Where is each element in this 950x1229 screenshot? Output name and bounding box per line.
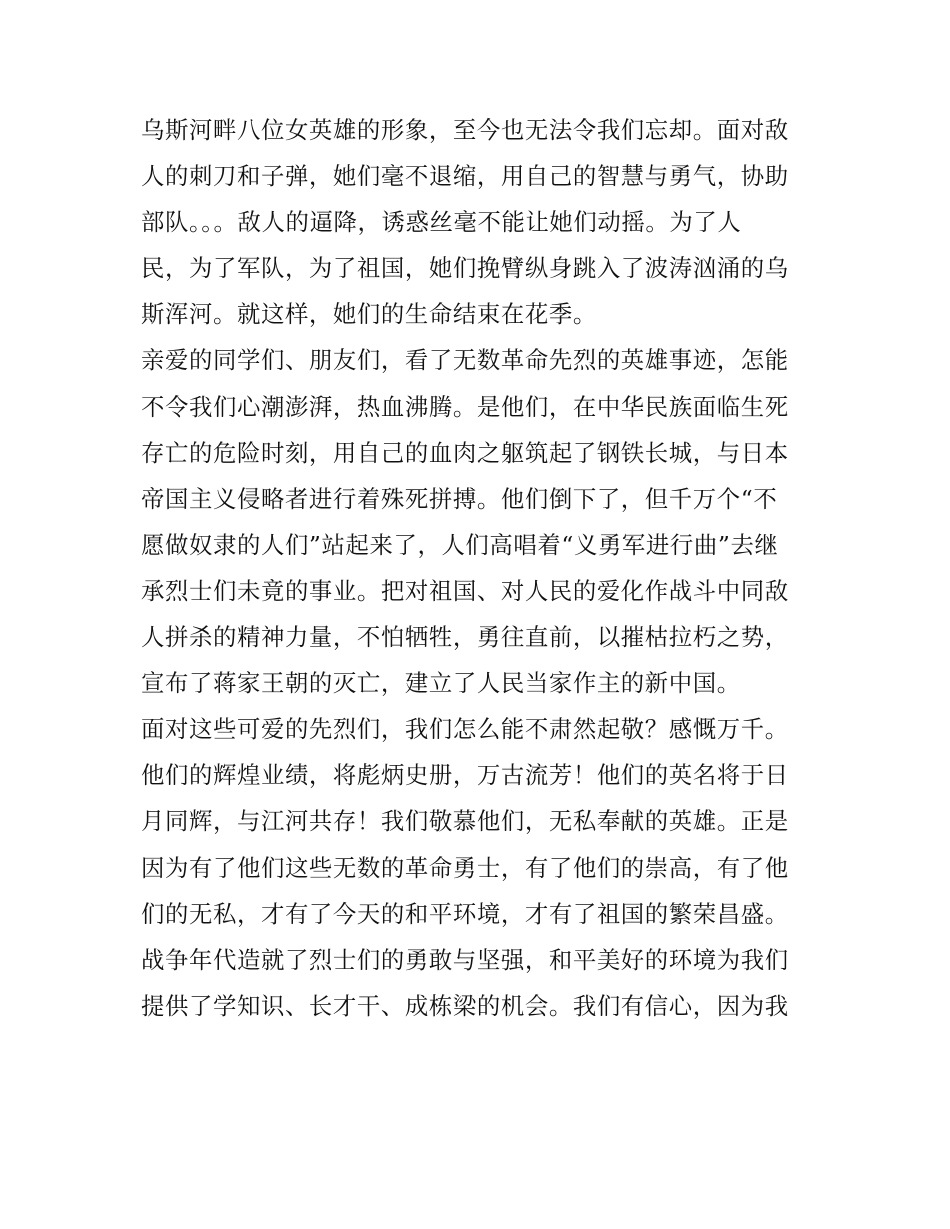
text-line: 提供了学知识、长才干、成栋梁的机会。我们有信心，因为我 bbox=[141, 991, 789, 1020]
text-line: 承烈士们未竟的事业。把对祖国、对人民的爱化作战斗中同敌 bbox=[141, 576, 789, 605]
text-line: 帝国主义侵略者进行着殊死拼搏。他们倒下了，但千万个“不 bbox=[141, 484, 778, 513]
text-line: 战争年代造就了烈士们的勇敢与坚强，和平美好的环境为我们 bbox=[141, 945, 789, 974]
text-line: 宣布了蒋家王朝的灭亡，建立了人民当家作主的新中国。 bbox=[141, 669, 741, 698]
text-line: 们的无私，才有了今天的和平环境，才有了祖国的繁荣昌盛。 bbox=[141, 899, 789, 928]
text-line: 亲爱的同学们、朋友们，看了无数革命先烈的英雄事迹，怎能 bbox=[141, 346, 789, 375]
text-line: 部队。。。敌人的逼降，诱惑丝毫不能让她们动摇。为了人 bbox=[141, 208, 742, 237]
body-text bbox=[141, 107, 821, 1029]
text-line: 斯浑河。就这样，她们的生命结束在花季。 bbox=[141, 300, 597, 329]
text-line: 愿做奴隶的人们”站起来了，人们高唱着“义勇军进行曲”去继 bbox=[141, 530, 779, 559]
text-line: 乌斯河畔八位女英雄的形象，至今也无法令我们忘却。面对敌 bbox=[141, 116, 789, 144]
text-line: 人拼杀的精神力量，不怕牺牲，勇往直前，以摧枯拉朽之势， bbox=[141, 623, 789, 652]
text-line: 存亡的危险时刻，用自己的血肉之躯筑起了钢铁长城，与日本 bbox=[141, 438, 789, 467]
text-line: 月同辉，与江河共存！我们敬慕他们，无私奉献的英雄。正是 bbox=[141, 807, 789, 836]
text-line: 面对这些可爱的先烈们，我们怎么能不肃然起敬？感慨万千。 bbox=[141, 715, 789, 744]
text-line: 人的刺刀和子弹，她们毫不退缩，用自己的智慧与勇气，协助 bbox=[141, 162, 789, 191]
text-line: 因为有了他们这些无数的革命勇士，有了他们的崇高，有了他 bbox=[141, 853, 789, 882]
text-line: 民，为了军队，为了祖国，她们挽臂纵身跳入了波涛汹涌的乌 bbox=[141, 254, 789, 283]
text-line: 不令我们心潮澎湃，热血沸腾。是他们，在中华民族面临生死 bbox=[141, 392, 789, 421]
text-line: 他们的辉煌业绩，将彪炳史册，万古流芳！他们的英名将于日 bbox=[141, 761, 789, 790]
